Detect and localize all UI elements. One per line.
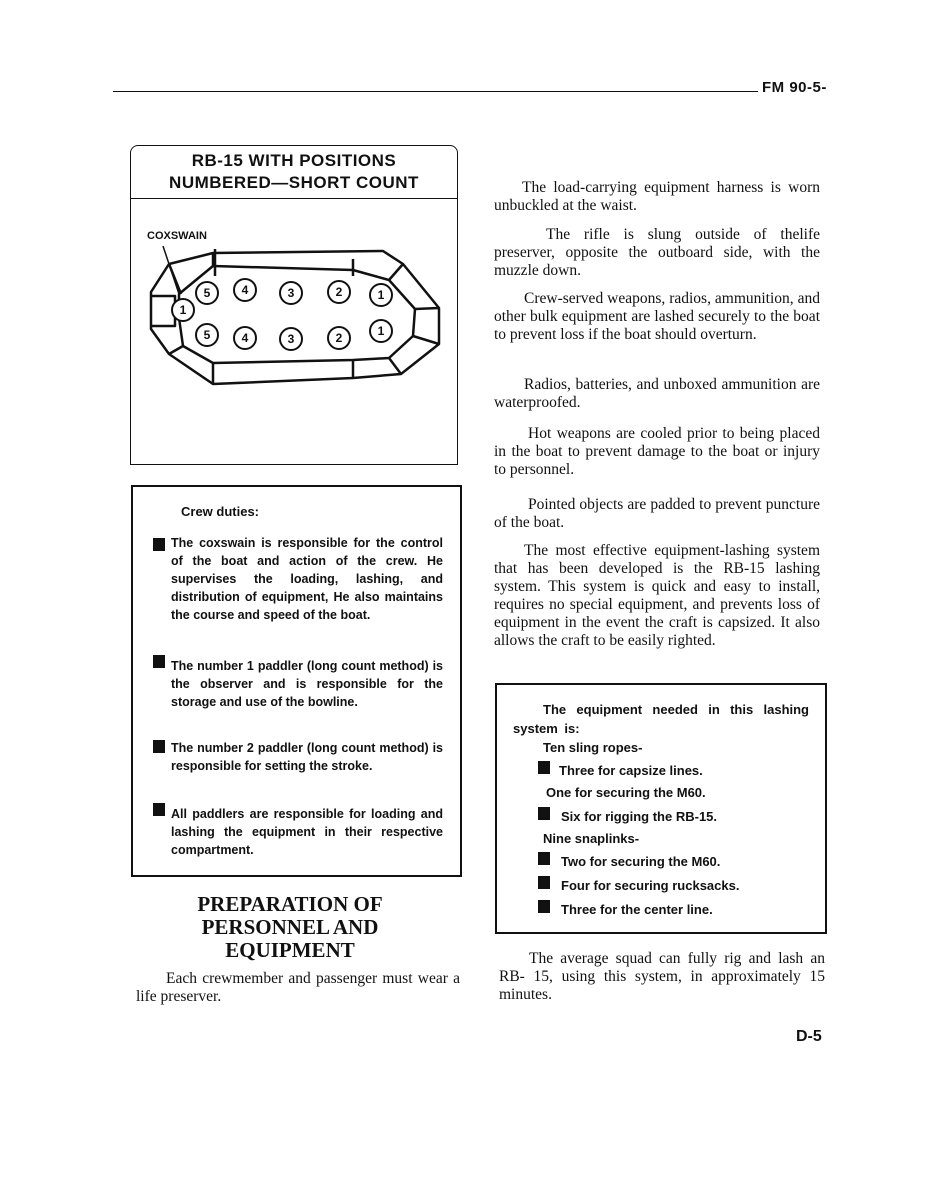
paragraph-harness: The load-carrying equipment harness is worn unbuckled at the waist. bbox=[494, 179, 820, 214]
page-number: D-5 bbox=[796, 1028, 822, 1045]
rope-item-capsize: Three for capsize lines. bbox=[559, 763, 703, 778]
paragraph-crew-served-weapons: Crew-served weapons, radios, ammunition, and other bulk equipment are lashed securely to the boat to prevent loss if the boat should overturn. bbox=[494, 290, 820, 343]
position-label-bottom-1: 1 bbox=[377, 324, 385, 338]
position-label-bottom-3: 3 bbox=[287, 332, 295, 346]
bullet-square bbox=[153, 803, 165, 816]
position-label-top-2: 2 bbox=[335, 285, 343, 299]
paragraph-hot-weapons: Hot weapons are cooled prior to being placed in the boat to prevent damage to the boat or injury to personnel. bbox=[494, 425, 820, 478]
snaplink-item-m60: Two for securing the M60. bbox=[561, 854, 721, 869]
paragraph-rifle: The rifle is slung outside of thelife preserver, opposite the outboard side, with the muzzle down. bbox=[494, 226, 820, 279]
document-id: FM 90-5- bbox=[762, 79, 827, 96]
snaplink-item-center-line: Three for the center line. bbox=[561, 902, 713, 917]
position-label-top-3: 3 bbox=[287, 286, 295, 300]
bullet-square bbox=[153, 538, 165, 551]
position-label-bottom-4: 4 bbox=[241, 331, 249, 345]
bullet-square bbox=[538, 852, 550, 865]
equipment-box bbox=[495, 683, 827, 934]
bullet-square bbox=[538, 761, 550, 774]
paragraph-closing: The average squad can fully rig and lash an RB- 15, using this system, in approximately 15 minutes. bbox=[499, 950, 825, 1003]
boat-diagram bbox=[131, 146, 457, 464]
position-label-bottom-5: 5 bbox=[203, 328, 211, 342]
position-label-top-4: 4 bbox=[241, 283, 249, 297]
bullet-square bbox=[153, 740, 165, 753]
equipment-heading: The equipment needed in this lashing system is: bbox=[513, 702, 809, 736]
snaplinks-heading: Nine snaplinks- bbox=[543, 831, 640, 846]
figure-title-line-2: NUMBERED—SHORT COUNT bbox=[169, 173, 419, 192]
rope-subheading-m60: One for securing the M60. bbox=[546, 785, 706, 800]
duty-paddler-1: The number 1 paddler (long count method) is the observer and is responsible for the storage and use of the bowline. bbox=[171, 659, 443, 709]
section-intro: Each crewmember and passenger must wear a life preserver. bbox=[136, 970, 460, 1005]
bullet-square bbox=[538, 876, 550, 889]
paragraph-pointed-objects: Pointed objects are padded to prevent puncture of the boat. bbox=[494, 496, 820, 531]
duty-paddler-2: The number 2 paddler (long count method) is responsible for setting the stroke. bbox=[171, 741, 443, 773]
duty-coxswain: The coxswain is responsible for the control of the boat and action of the crew. He supervises the loading, lashing, and distribution of equipment, He also maintains the course and speed of the boat. bbox=[171, 536, 443, 622]
sling-ropes-heading: Ten sling ropes- bbox=[543, 740, 643, 755]
position-label-top-5: 5 bbox=[203, 286, 211, 300]
paragraph-lashing-system: The most effective equipment-lashing system that has been developed is the RB-15 lashing system. This system is quick and easy to install, requires no special equipment, and prevents loss of equipment in the event the craft is capsized. It also allows the craft to be easily righted. bbox=[494, 542, 820, 649]
figure-title-line-1: RB-15 WITH POSITIONS bbox=[191, 151, 397, 170]
crew-duties-box bbox=[131, 485, 462, 877]
paragraph-radios: Radios, batteries, and unboxed ammunition are waterproofed. bbox=[494, 376, 820, 411]
header-rule bbox=[113, 91, 758, 92]
bullet-square bbox=[153, 655, 165, 668]
crew-duties-heading: Crew duties: bbox=[181, 504, 260, 519]
position-label-bottom-2: 2 bbox=[335, 331, 343, 345]
duty-all-paddlers: All paddlers are responsible for loading and lashing the equipment in their respective compartment. bbox=[171, 807, 443, 857]
rope-item-rigging: Six for rigging the RB-15. bbox=[561, 809, 718, 824]
position-label-top-1: 1 bbox=[377, 288, 385, 302]
boat-figure bbox=[130, 145, 458, 465]
snaplink-item-rucksacks: Four for securing rucksacks. bbox=[561, 878, 740, 893]
position-label-coxswain: 1 bbox=[179, 303, 187, 317]
coxswain-label: COXSWAIN bbox=[147, 230, 207, 242]
section-title: PREPARATION OF PERSONNEL AND EQUIPMENT bbox=[197, 892, 383, 962]
bullet-square bbox=[538, 900, 550, 913]
bullet-square bbox=[538, 807, 550, 820]
